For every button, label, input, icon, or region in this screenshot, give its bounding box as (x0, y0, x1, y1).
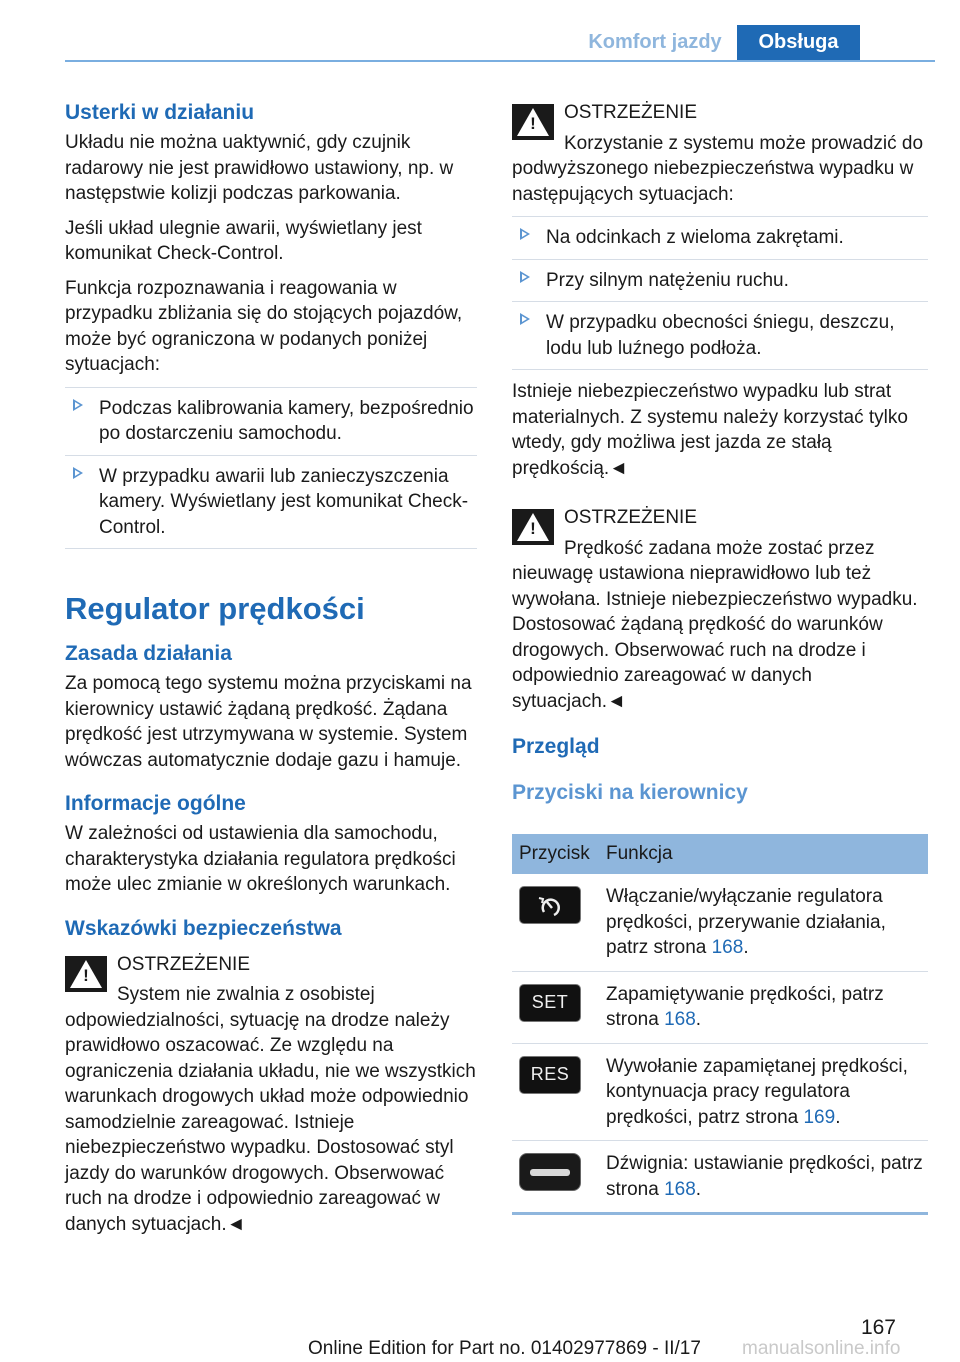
principle-heading: Zasada działania (65, 642, 232, 665)
bullet-icon (73, 467, 83, 479)
table-row: Dźwignia: ustawianie prędkości, patrz strona 168. (512, 1141, 928, 1214)
left-column (65, 100, 477, 1246)
bullet-icon (73, 399, 83, 411)
bullet-icon (520, 313, 530, 325)
page-number: 167 (860, 1316, 896, 1339)
warning-icon: ! (512, 509, 554, 545)
table-row: RES Wywołanie zapamiętanej prędkości, kontynuacja pracy regulatora prędkości, patrz strona 169. (512, 1043, 928, 1141)
safety-heading: Wskazówki bezpieczeństwa (65, 916, 342, 940)
warning-list (512, 216, 928, 370)
list-item: Przy silnym natężeniu ruchu. (512, 259, 928, 302)
page-link[interactable]: 168 (664, 1178, 696, 1200)
page-link[interactable]: 169 (803, 1106, 836, 1128)
faults-paragraph-3: Funkcja rozpoznawania i reagowania w przypadku zbliżania się do stojących pojazdów, może być ograniczona w podanych poniżej sytuacjach: (65, 277, 463, 375)
buttons-table (512, 834, 928, 1215)
page-header (0, 0, 960, 62)
warning-text: Prędkość zadana może zostać przez nieuwagę ustawiona nieprawidłowo lub też wywołana. Istnieje niebezpieczeństwo wypadku. Dostosować żądaną prędkość do warunków drogowych. Obserwować ruch na drodze i odpowiednio zareagować w danych sytuacjach.◄ (512, 537, 918, 712)
watermark: manualsonline.info (742, 1338, 901, 1359)
tab-chapter[interactable]: Obsługa (737, 25, 860, 60)
table-row: Włączanie/wyłączanie regulatora prędkości, przerywanie działania, patrz strona 168. (512, 874, 928, 971)
right-column (512, 100, 928, 1215)
header-divider (65, 60, 935, 62)
set-button-icon: SET (519, 984, 581, 1022)
edition-text: Online Edition for Part no. 01402977869 - II/17 (308, 1338, 701, 1359)
section-title: Regulator prędkości (65, 591, 365, 626)
faults-paragraph-2: Jeśli układ ulegnie awarii, wyświetlany jest komunikat Check-Control. (65, 217, 422, 264)
warning-label: OSTRZEŻENIE (117, 953, 251, 975)
warning-outro: Istnieje niebezpieczeństwo wypadku lub strat materialnych. Z systemu należy korzystać tylko wtedy, gdy możliwa jest jazda ze stałą prędkością.◄ (512, 381, 908, 479)
general-heading: Informacje ogólne (65, 792, 246, 815)
faults-list (65, 387, 477, 550)
table-header-function: Funkcja (599, 834, 928, 874)
buttons-heading: Przyciski na kierownicy (512, 781, 748, 804)
page-link[interactable]: 168 (711, 937, 744, 958)
warning-text: Korzystanie z systemu może prowadzić do podwyższonego niebezpieczeństwa wypadku w następujących sytuacjach: (512, 132, 924, 205)
warning-icon: ! (65, 956, 107, 992)
cruise-toggle-icon (519, 886, 581, 924)
list-item: Na odcinkach z wieloma zakrętami. (512, 216, 928, 259)
warning-text: System nie zwalnia z osobistej odpowiedzialności, sytuację na drodze należy prawidłowo oszacować. Ze względu na ograniczenia działania układu, nie we wszystkich warunkach drogowych układ może odpowiednio samodzielnie zareagować. Istnieje niebezpieczeństwo wypadku. Dostosować styl jazdy do warunków drogowych. Obserwować ruch na drodze i odpowiednio zareagować w danych sytuacjach.◄ (65, 984, 476, 1235)
page-link[interactable]: 168 (664, 1009, 696, 1030)
list-item: W przypadku awarii lub zanieczyszczenia kamery. Wyświetlany jest komunikat Check-Control. (65, 455, 477, 550)
faults-paragraph-1: Układu nie można uaktywnić, gdy czujnik radarowy nie jest prawidłowo ustawiony, np. w następstwie kolizji podczas parkowania. (65, 132, 454, 204)
res-button-icon: RES (519, 1056, 581, 1094)
list-item: Podczas kalibrowania kamery, bezpośrednio po dostarczeniu samochodu. (65, 387, 477, 455)
lever-icon (519, 1153, 581, 1191)
warning-label: OSTRZEŻENIE (564, 102, 698, 123)
warning-block (512, 505, 928, 714)
warning-block (65, 952, 477, 1238)
table-row: SET Zapamiętywanie prędkości, patrz strona 168. (512, 971, 928, 1043)
overview-heading: Przegląd (512, 735, 600, 758)
warning-icon: ! (512, 104, 554, 140)
principle-text: Za pomocą tego systemu można przyciskami na kierownicy ustawić żądaną prędkość. Żądana prędkość jest utrzymywana w systemie. System wówczas automatycznie dodaje gazu i hamuje. (65, 673, 472, 771)
list-item: W przypadku obecności śniegu, deszczu, lodu lub luźnego podłoża. (512, 301, 928, 370)
warning-block (512, 100, 928, 207)
table-header-button: Przycisk (512, 834, 599, 874)
bullet-icon (520, 271, 530, 283)
bullet-icon (520, 228, 530, 240)
general-text: W zależności od ustawienia dla samochodu, charakterystyka działania regulatora prędkości może ulec zmianie w określonych warunkach. (65, 823, 456, 895)
warning-label: OSTRZEŻENIE (564, 507, 698, 528)
faults-heading: Usterki w działaniu (65, 101, 255, 124)
tab-section[interactable]: Komfort jazdy (588, 31, 722, 53)
